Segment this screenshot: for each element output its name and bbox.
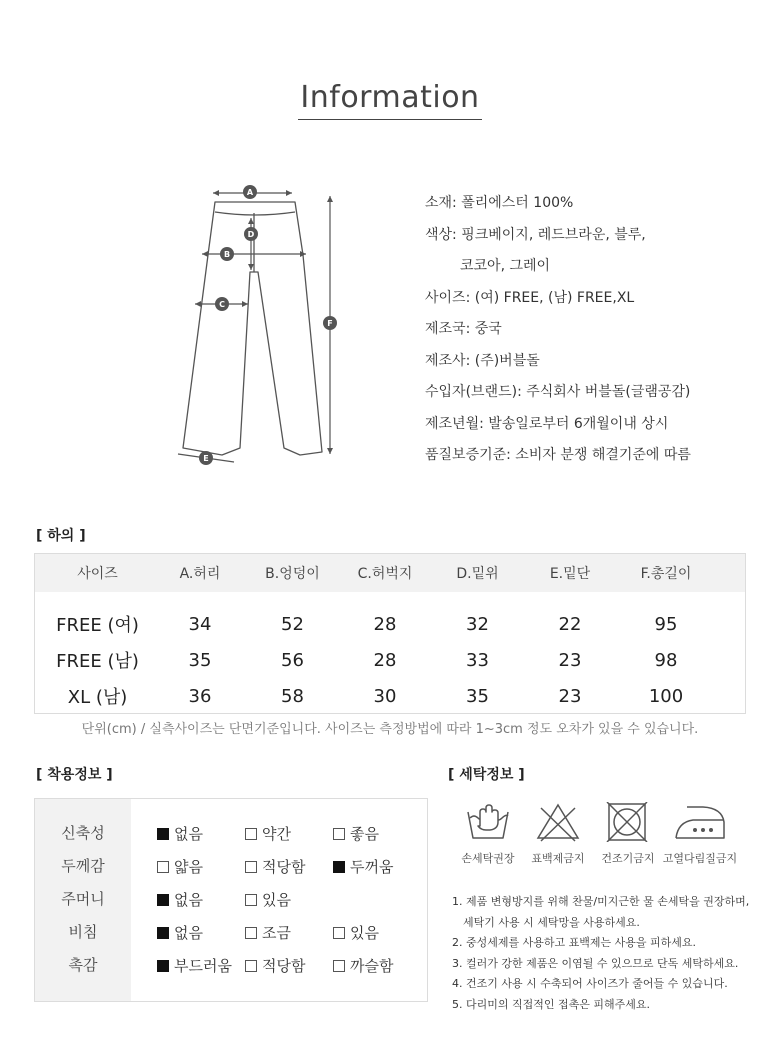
size-table-header-cell: D.밑위 bbox=[456, 566, 499, 582]
size-table-cell: 23 bbox=[558, 685, 582, 707]
wash-notes bbox=[452, 892, 772, 1015]
pants-measurement-diagram bbox=[170, 180, 360, 470]
fit-option-label: 없음 bbox=[174, 891, 203, 909]
size-table-cell: 98 bbox=[654, 649, 678, 671]
fit-option bbox=[157, 955, 232, 976]
no-tumble-dry-icon bbox=[605, 802, 651, 842]
fit-option bbox=[333, 922, 379, 943]
size-table-header-cell: A.허리 bbox=[179, 566, 221, 582]
no-high-heat-iron-icon bbox=[673, 802, 727, 842]
wash-info-heading: [ 세탁정보 ] bbox=[448, 767, 525, 783]
wash-label: 표백제금지 bbox=[531, 852, 585, 865]
size-table-cell: XL (남) bbox=[67, 687, 128, 708]
checked-box-icon bbox=[157, 960, 169, 972]
fit-row bbox=[131, 817, 427, 850]
fit-option bbox=[333, 856, 393, 877]
fit-options-column bbox=[131, 799, 427, 1001]
fit-label: 촉감 bbox=[68, 956, 98, 974]
size-table-header-cell: E.밑단 bbox=[549, 566, 591, 582]
fit-option-label: 없음 bbox=[174, 825, 203, 843]
wash-item-no-tumble-dry bbox=[588, 802, 668, 866]
hand-wash-icon bbox=[465, 802, 511, 842]
product-info-list bbox=[425, 192, 765, 476]
fit-option bbox=[245, 823, 291, 844]
wash-note: 3. 컬러가 강한 제품은 이염될 수 있으므로 단독 세탁하세요. bbox=[452, 956, 739, 970]
fit-option bbox=[245, 889, 291, 910]
fit-row bbox=[131, 949, 427, 982]
info-line: 사이즈: (여) FREE, (남) FREE,XL bbox=[425, 289, 635, 306]
info-line: 소재: 폴리에스터 100% bbox=[425, 195, 574, 211]
size-table-cell: 34 bbox=[188, 613, 212, 635]
page-title: Information bbox=[0, 80, 780, 115]
size-table-header-cell: 사이즈 bbox=[77, 566, 118, 582]
unchecked-box-icon bbox=[245, 927, 257, 939]
fit-label: 두께감 bbox=[61, 857, 105, 875]
table-row bbox=[35, 606, 745, 642]
checked-box-icon bbox=[157, 828, 169, 840]
fit-row bbox=[131, 916, 427, 949]
size-table-header bbox=[35, 554, 745, 592]
size-table-header-cell: F.총길이 bbox=[640, 566, 692, 582]
fit-label: 신축성 bbox=[61, 824, 105, 842]
wash-note: 5. 다리미의 직접적인 접촉은 피해주세요. bbox=[452, 997, 650, 1011]
size-table-cell: 22 bbox=[558, 613, 582, 635]
fit-option-label: 약간 bbox=[262, 825, 291, 843]
fit-option bbox=[157, 889, 203, 910]
wash-label: 건조기금지 bbox=[601, 852, 655, 865]
info-line: 제조국: 중국 bbox=[425, 321, 502, 337]
size-table-cell: 28 bbox=[373, 649, 397, 671]
fit-option bbox=[245, 856, 305, 877]
size-table-cell: 30 bbox=[373, 685, 397, 707]
wash-label: 손세탁권장 bbox=[461, 852, 515, 865]
unchecked-box-icon bbox=[245, 960, 257, 972]
info-line: 코코아, 그레이 bbox=[460, 258, 551, 274]
wash-note: 2. 중성세제를 사용하고 표백제는 사용을 피하세요. bbox=[452, 936, 696, 949]
unchecked-box-icon bbox=[245, 861, 257, 873]
checked-box-icon bbox=[157, 894, 169, 906]
info-line: 제조년월: 발송일로부터 6개월이내 상시 bbox=[425, 415, 669, 432]
fit-option-label: 적당함 bbox=[262, 957, 306, 975]
label-a: A bbox=[246, 188, 254, 197]
fit-option bbox=[333, 823, 379, 844]
label-c: C bbox=[219, 300, 225, 309]
fit-label: 주머니 bbox=[61, 890, 105, 908]
fit-option-label: 까슬함 bbox=[350, 957, 394, 975]
size-table-cell: 32 bbox=[466, 613, 489, 635]
size-table-cell: 100 bbox=[648, 685, 684, 707]
table-row bbox=[35, 678, 745, 714]
wash-icons-row bbox=[448, 802, 748, 882]
checked-box-icon bbox=[157, 927, 169, 939]
fit-option bbox=[157, 922, 203, 943]
checked-box-icon bbox=[333, 861, 345, 873]
table-row bbox=[35, 642, 745, 678]
label-f: F bbox=[327, 319, 333, 328]
size-table-header-cell: B.엉덩이 bbox=[265, 566, 320, 582]
fit-option bbox=[245, 955, 305, 976]
no-bleach-icon bbox=[535, 802, 581, 842]
bottom-section-heading: [ 하의 ] bbox=[36, 528, 86, 544]
size-table-body bbox=[35, 592, 745, 714]
label-b: B bbox=[223, 250, 231, 259]
size-table-cell: 33 bbox=[466, 649, 489, 671]
fit-option bbox=[157, 856, 203, 877]
fit-option-label: 있음 bbox=[350, 924, 379, 942]
info-line: 수입자(브랜드): 주식회사 버블돌(글램공감) bbox=[425, 384, 691, 400]
fit-option-label: 없음 bbox=[174, 924, 203, 942]
size-table-cell: 28 bbox=[373, 613, 397, 635]
wash-item-no-bleach bbox=[518, 802, 598, 866]
fit-option-label: 적당함 bbox=[262, 858, 306, 876]
unchecked-box-icon bbox=[333, 828, 345, 840]
size-table-cell: FREE (남) bbox=[56, 651, 139, 672]
fit-option bbox=[333, 955, 393, 976]
info-line: 품질보증기준: 소비자 분쟁 해결기준에 따름 bbox=[425, 447, 691, 463]
fit-option-label: 얇음 bbox=[174, 858, 203, 876]
fit-labels-column bbox=[35, 799, 131, 1001]
info-line: 색상: 핑크베이지, 레드브라운, 블루, bbox=[425, 226, 646, 243]
size-table-cell: FREE (여) bbox=[56, 615, 139, 636]
unchecked-box-icon bbox=[245, 828, 257, 840]
wash-item-hand-wash bbox=[448, 802, 528, 866]
wash-label: 고열다림질금지 bbox=[662, 852, 738, 865]
size-table-header-cell: C.허벅지 bbox=[357, 566, 413, 582]
wash-note: 1. 제품 변형방지를 위해 찬물/미지근한 물 손세탁을 권장하며, bbox=[452, 895, 750, 908]
size-table-cell: 35 bbox=[466, 685, 489, 707]
fit-option bbox=[245, 922, 291, 943]
fit-label: 비침 bbox=[68, 923, 98, 941]
size-table-cell: 35 bbox=[188, 649, 212, 671]
size-table-cell: 52 bbox=[281, 613, 304, 635]
wash-note: 세탁기 사용 시 세탁망을 사용하세요. bbox=[463, 915, 640, 929]
fit-row bbox=[131, 850, 427, 883]
fit-info-box bbox=[34, 798, 428, 1002]
size-table-cell: 23 bbox=[558, 649, 582, 671]
unchecked-box-icon bbox=[245, 894, 257, 906]
fit-option-label: 부드러움 bbox=[174, 957, 232, 975]
unchecked-box-icon bbox=[333, 927, 345, 939]
fit-option-label: 있음 bbox=[262, 891, 291, 909]
size-table bbox=[34, 553, 746, 714]
size-note: 단위(cm) / 실측사이즈는 단면기준입니다. 사이즈는 측정방법에 따라 1~3cm 정도 오차가 있을 수 있습니다. bbox=[81, 722, 699, 737]
size-table-cell: 56 bbox=[281, 649, 304, 671]
fit-option-label: 두꺼움 bbox=[350, 858, 394, 876]
size-table-cell: 58 bbox=[281, 685, 304, 707]
label-e: E bbox=[203, 454, 209, 463]
unchecked-box-icon bbox=[157, 861, 169, 873]
unchecked-box-icon bbox=[333, 960, 345, 972]
fit-row bbox=[131, 883, 427, 916]
info-line: 제조사: (주)버블돌 bbox=[425, 352, 540, 369]
waistband-line bbox=[215, 212, 295, 215]
size-table-cell: 36 bbox=[188, 685, 212, 707]
size-table-cell: 95 bbox=[654, 613, 678, 635]
label-d: D bbox=[247, 230, 255, 239]
fit-option bbox=[157, 823, 203, 844]
fit-option-label: 조금 bbox=[262, 924, 291, 942]
wash-item-no-high-heat-iron bbox=[660, 802, 740, 866]
wash-note: 4. 건조기 사용 시 수축되어 사이즈가 줄어들 수 있습니다. bbox=[452, 977, 728, 990]
fit-option-label: 좋음 bbox=[350, 825, 379, 843]
fit-info-heading: [ 착용정보 ] bbox=[36, 767, 113, 783]
